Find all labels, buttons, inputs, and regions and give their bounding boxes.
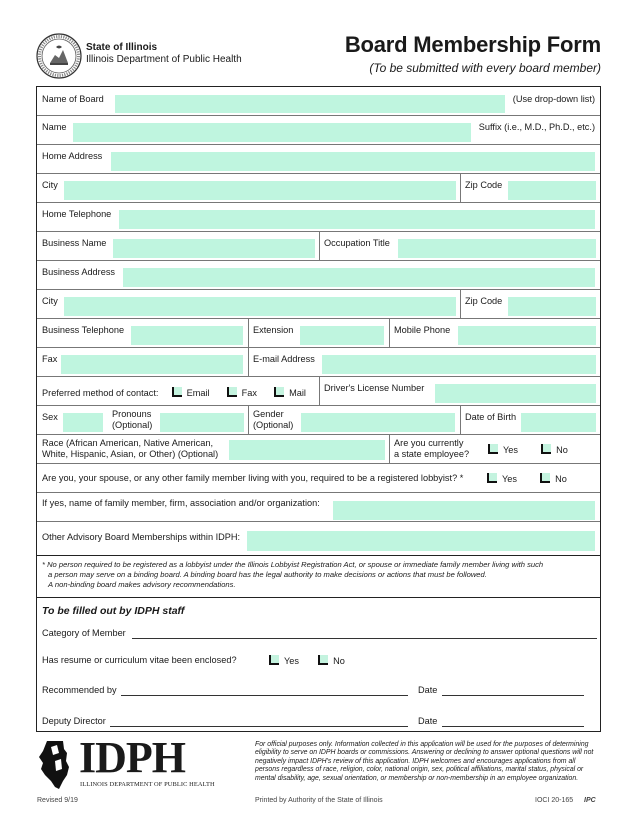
category-label: Category of Member xyxy=(42,628,126,638)
home-address-label: Home Address xyxy=(42,151,103,161)
email-input[interactable] xyxy=(322,355,596,374)
deputy-label: Deputy Director xyxy=(42,716,106,726)
row-board xyxy=(37,87,600,116)
business-city-input[interactable] xyxy=(64,297,456,316)
lobbyist-no-label: No xyxy=(555,474,567,484)
business-city-label: City xyxy=(42,296,58,306)
email-label: E-mail Address xyxy=(253,354,315,364)
pronouns-optional-label: (Optional) xyxy=(112,420,153,430)
zip-label: Zip Code xyxy=(465,180,503,190)
note-line3: A non-binding board makes advisory recommendations. xyxy=(48,580,236,589)
row-name xyxy=(37,116,600,145)
state-seal-icon xyxy=(36,33,82,79)
gender-input[interactable] xyxy=(301,413,455,432)
gender-optional-label: (Optional) xyxy=(253,420,294,430)
occupation-cell xyxy=(319,232,601,260)
recommended-label: Recommended by xyxy=(42,685,117,695)
other-boards-label: Other Advisory Board Memberships within IDPH: xyxy=(42,532,241,542)
lobbyist-options xyxy=(487,473,567,484)
home-telephone-input[interactable] xyxy=(119,210,595,229)
state-employee-yes-label: Yes xyxy=(503,445,518,455)
dropdown-hint: (Use drop-down list) xyxy=(512,94,595,104)
resume-yes-checkbox[interactable] xyxy=(269,655,279,665)
email-option-label: Email xyxy=(186,388,210,398)
note-line1: * No person required to be registered as a lobbyist under the Illinois Lobbyist Registration Act, or spouse or immediate family member living with such xyxy=(42,560,544,569)
extension-input[interactable] xyxy=(300,326,384,345)
if-yes-input[interactable] xyxy=(333,501,595,520)
business-name-input[interactable] xyxy=(113,239,315,258)
recommended-date-label: Date xyxy=(418,685,438,695)
row-business-address xyxy=(37,261,600,290)
business-telephone-label: Business Telephone xyxy=(42,325,125,335)
business-name-label: Business Name xyxy=(42,238,107,248)
deputy-date-line[interactable] xyxy=(442,726,584,727)
business-address-label: Business Address xyxy=(42,267,116,277)
sex-input[interactable] xyxy=(63,413,103,432)
state-employee-yes-checkbox[interactable] xyxy=(488,444,498,454)
category-line[interactable] xyxy=(132,638,597,639)
license-input[interactable] xyxy=(435,384,596,403)
staff-heading: To be filled out by IDPH staff xyxy=(42,605,185,617)
department-name: Illinois Department of Public Health xyxy=(86,54,242,65)
revised-date: Revised 9/19 xyxy=(37,797,78,804)
gender-label: Gender xyxy=(253,409,284,419)
fax-label: Fax xyxy=(42,354,58,364)
deputy-date-label: Date xyxy=(418,716,438,726)
state-employee-no-checkbox[interactable] xyxy=(541,444,551,454)
mobile-phone-input[interactable] xyxy=(458,326,596,345)
state-employee-cell xyxy=(389,435,601,463)
mail-option-label: Mail xyxy=(289,388,306,398)
state-employee-options xyxy=(488,444,568,455)
pronouns-cell xyxy=(108,406,248,434)
form-code: IOCI 20-165 xyxy=(535,797,574,804)
contact-method-label: Preferred method of contact: xyxy=(42,388,159,398)
dob-cell xyxy=(460,406,601,434)
row-race xyxy=(37,435,600,464)
business-zip-cell xyxy=(460,290,601,318)
home-address-input[interactable] xyxy=(111,152,595,171)
idph-wordmark: IDPH xyxy=(79,733,185,782)
other-boards-input[interactable] xyxy=(247,531,595,551)
agency-block xyxy=(86,42,242,66)
staff-section xyxy=(37,598,600,731)
race-input[interactable] xyxy=(229,440,385,460)
mobile-cell xyxy=(389,319,601,347)
gender-cell xyxy=(248,406,460,434)
form-subtitle: (To be submitted with every board member) xyxy=(369,61,601,75)
state-employee-line2: a state employee? xyxy=(394,449,470,459)
recommended-date-line[interactable] xyxy=(442,695,584,696)
occupation-input[interactable] xyxy=(398,239,596,258)
name-label: Name xyxy=(42,122,67,132)
row-home-phone xyxy=(37,203,600,232)
board-select[interactable] xyxy=(115,95,505,113)
license-cell xyxy=(319,377,601,405)
row-if-yes xyxy=(37,493,600,522)
dob-input[interactable] xyxy=(521,413,596,432)
form-title: Board Membership Form xyxy=(344,32,601,57)
email-checkbox[interactable] xyxy=(172,387,182,397)
license-label: Driver's License Number xyxy=(324,383,425,393)
row-other-boards xyxy=(37,522,600,556)
extension-label: Extension xyxy=(253,325,294,335)
sex-label: Sex xyxy=(42,412,58,422)
board-label: Name of Board xyxy=(42,94,104,104)
state-employee-no-label: No xyxy=(556,445,568,455)
lobbyist-question: Are you, your spouse, or any other family member living with you, required to be a registered lobbyist? * xyxy=(42,473,464,483)
row-fax-email xyxy=(37,348,600,377)
illinois-map-icon xyxy=(37,739,77,791)
mail-checkbox[interactable] xyxy=(274,387,284,397)
occupation-label: Occupation Title xyxy=(324,238,390,248)
race-label-line2: White, Hispanic, Asian, or Other) (Optional) xyxy=(42,449,219,459)
home-telephone-label: Home Telephone xyxy=(42,209,112,219)
lobbyist-note xyxy=(37,556,600,598)
business-address-input[interactable] xyxy=(123,268,595,287)
row-lobbyist xyxy=(37,464,600,493)
fax-input[interactable] xyxy=(61,355,243,374)
pronouns-label: Pronouns xyxy=(112,409,152,419)
idph-logo xyxy=(37,733,215,791)
race-label-line1: Race (African American, Native American, xyxy=(42,438,214,448)
lobbyist-yes-checkbox[interactable] xyxy=(487,473,497,483)
row-business-phone xyxy=(37,319,600,348)
resume-options xyxy=(269,655,345,666)
if-yes-label: If yes, name of family member, firm, association and/or organization: xyxy=(42,498,320,508)
idph-subtitle: ILLINOIS DEPARTMENT OF PUBLIC HEALTH xyxy=(80,781,215,788)
printed-by: Printed by Authority of the State of Illinois xyxy=(255,797,383,804)
resume-no-label: No xyxy=(333,656,345,666)
city-label: City xyxy=(42,180,58,190)
extension-cell xyxy=(248,319,389,347)
lobbyist-yes-label: Yes xyxy=(502,474,517,484)
state-employee-line1: Are you currently xyxy=(394,438,464,448)
mobile-phone-label: Mobile Phone xyxy=(394,325,451,335)
home-zip-input[interactable] xyxy=(508,181,596,200)
row-demographics xyxy=(37,406,600,435)
row-business-city xyxy=(37,290,600,319)
business-zip-input[interactable] xyxy=(508,297,596,316)
fax-checkbox[interactable] xyxy=(227,387,237,397)
fax-option-label: Fax xyxy=(241,388,257,398)
contact-method-group xyxy=(42,387,306,398)
business-telephone-input[interactable] xyxy=(131,326,243,345)
state-name: State of Illinois xyxy=(86,42,158,53)
business-zip-label: Zip Code xyxy=(465,296,503,306)
form-body xyxy=(36,86,601,732)
recommended-line[interactable] xyxy=(121,695,408,696)
print-bug: IPC xyxy=(584,797,596,804)
dob-label: Date of Birth xyxy=(465,412,517,422)
home-city-input[interactable] xyxy=(64,181,456,200)
disclaimer-text: For official purposes only. Information collected in this application will be used for the purposes of determining eligibility to serve on IDPH boards or commissions. Answering or declining to answer optional questions will not negatively impact IDPH's review of this application. IDPH welcomes and encourages applications from all persons regardless of race, religion, color, national origin, sex, political affiliations, marital status, physical or mental disability, age, sexual orientation, or membership or non-membership in an employee organization. xyxy=(255,741,594,782)
resume-no-checkbox[interactable] xyxy=(318,655,328,665)
email-cell xyxy=(248,348,601,376)
resume-yes-label: Yes xyxy=(284,656,299,666)
pronouns-input[interactable] xyxy=(160,413,244,432)
note-line2: a person may serve on a binding board. A binding board has the legal authority to make decisions or actions that must be followed. xyxy=(48,570,487,579)
lobbyist-no-checkbox[interactable] xyxy=(540,473,550,483)
row-home-city xyxy=(37,174,600,203)
row-contact xyxy=(37,377,600,406)
row-business-name xyxy=(37,232,600,261)
resume-label: Has resume or curriculum vitae been enclosed? xyxy=(42,655,237,665)
suffix-label: Suffix (i.e., M.D., Ph.D., etc.) xyxy=(478,122,595,132)
name-input[interactable] xyxy=(73,123,471,142)
home-zip-cell xyxy=(460,174,601,202)
deputy-line[interactable] xyxy=(110,726,408,727)
row-home-address xyxy=(37,145,600,174)
